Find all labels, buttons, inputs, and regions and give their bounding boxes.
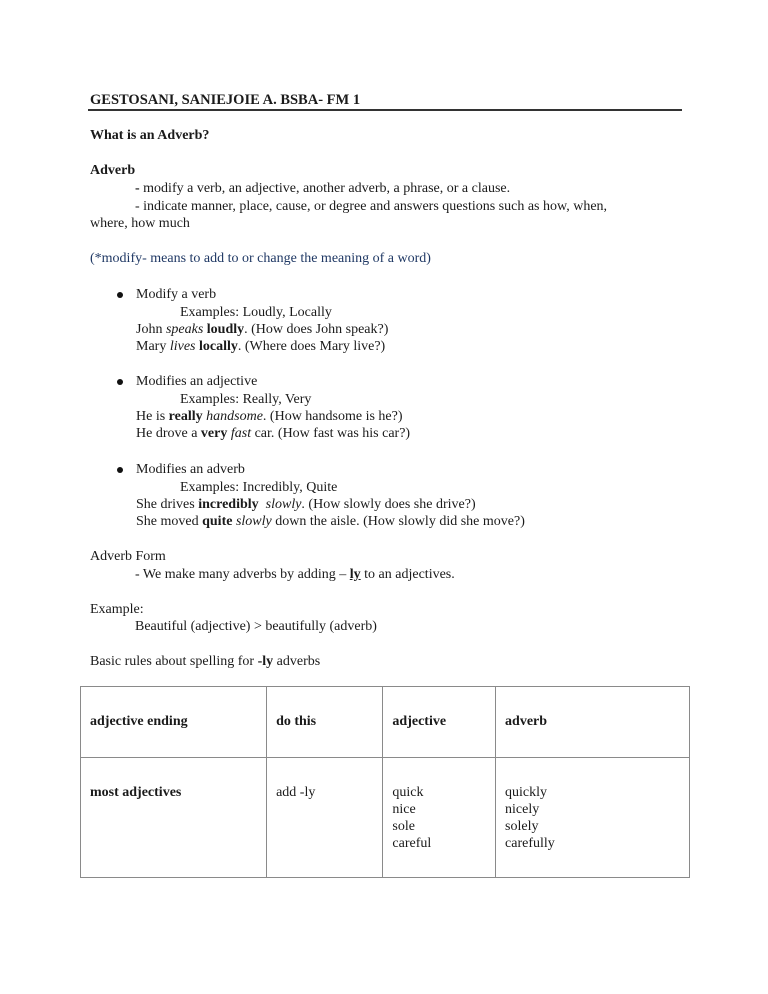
definition-line-1-text: modify a verb, an adjective, another adverb, a phrase, or a clause.	[143, 181, 511, 196]
table-row	[81, 758, 690, 878]
definition-line-1	[135, 180, 510, 197]
question-heading: What is an Adverb?	[90, 128, 210, 143]
table-header-cell: adjective ending	[81, 687, 267, 758]
example-sentence: She drives incredibly slowly. (How slowly does she drive?)	[136, 497, 476, 512]
table-header-row	[81, 687, 690, 758]
example-sentence: He is really handsome. (How handsome is he?)	[136, 409, 403, 424]
document-header: GESTOSANI, SANIEJOIE A. BSBA- FM 1	[90, 92, 361, 108]
list-item: nice	[392, 802, 416, 817]
section-examples: Examples: Loudly, Locally	[180, 305, 332, 320]
rules-intro: Basic rules about spelling for -ly adverbs	[90, 654, 321, 669]
table-cell-action: add -ly	[267, 758, 383, 878]
adverb-form-rule: - We make many adverbs by adding – ly to an adjectives.	[135, 567, 455, 582]
adverb-form-title: Adverb Form	[90, 549, 166, 564]
table-header-cell: do this	[267, 687, 383, 758]
example-text: Beautiful (adjective) > beautifully (adverb)	[135, 619, 377, 634]
list-item: carefully	[505, 836, 555, 851]
definition-line-2a: - indicate manner, place, cause, or degree and answers questions such as how, when,	[135, 199, 608, 214]
list-item: solely	[505, 819, 539, 834]
bullet-dot	[117, 379, 123, 385]
section-examples: Examples: Incredibly, Quite	[180, 480, 338, 495]
modify-note: (*modify- means to add to or change the meaning of a word)	[90, 251, 431, 266]
section-examples: Examples: Really, Very	[180, 392, 312, 407]
section-title: Modify a verb	[136, 287, 217, 302]
list-item: sole	[392, 819, 415, 834]
table-header-cell: adverb	[496, 687, 690, 758]
header-rule	[88, 109, 682, 111]
table-cell-ending: most adjectives	[81, 758, 267, 878]
example-sentence: He drove a very fast car. (How fast was his car?)	[136, 426, 411, 441]
definition-line-2b: where, how much	[90, 216, 190, 231]
adverb-term: Adverb	[90, 163, 136, 178]
list-item: nicely	[505, 802, 540, 817]
example-sentence: Mary lives locally. (Where does Mary live?)	[136, 339, 386, 354]
table-cell-adjectives	[383, 758, 496, 878]
spelling-rules-table	[80, 686, 690, 878]
table-header-cell: adjective	[383, 687, 496, 758]
definition-dash: -	[135, 181, 140, 196]
list-item: quickly	[505, 785, 548, 800]
bullet-dot	[117, 467, 123, 473]
example-sentence: John speaks loudly. (How does John speak?)	[136, 322, 389, 337]
example-label: Example:	[90, 602, 144, 617]
list-item: quick	[392, 785, 424, 800]
section-title: Modifies an adjective	[136, 374, 258, 389]
section-title: Modifies an adverb	[136, 462, 245, 477]
list-item: careful	[392, 836, 432, 851]
bullet-dot	[117, 292, 123, 298]
example-sentence: She moved quite slowly down the aisle. (How slowly did she move?)	[136, 514, 525, 529]
table-cell-adverbs	[496, 758, 690, 878]
